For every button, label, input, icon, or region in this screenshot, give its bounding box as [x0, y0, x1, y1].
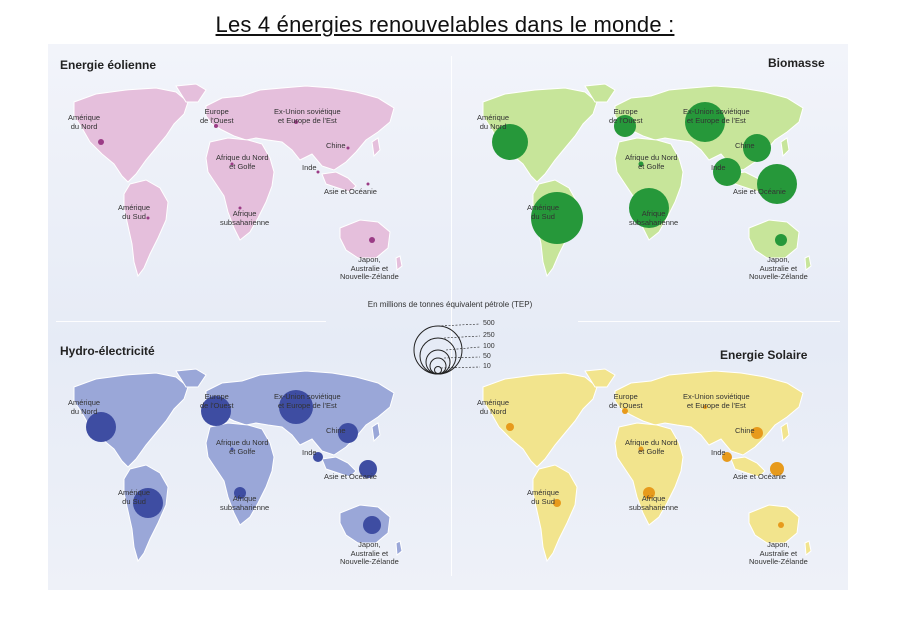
region-label-amn: Amérique du Nord — [477, 113, 510, 131]
map-title-eolienne: Energie éolienne — [60, 58, 157, 72]
bubble-chn — [347, 147, 350, 150]
continent-japan — [781, 138, 789, 156]
map-title-biomasse: Biomasse — [768, 56, 825, 70]
bubble-jap — [775, 234, 787, 246]
size-legend — [320, 300, 580, 390]
legend-value-100: 100 — [483, 343, 495, 350]
bubble-jap — [778, 522, 784, 528]
region-label-exu: Ex-Union soviétique et Europe de l'Est — [274, 392, 341, 410]
legend-circles — [320, 300, 580, 390]
region-label-ind: Inde — [711, 163, 726, 172]
map-eolienne — [56, 80, 446, 295]
continent-australia — [340, 220, 390, 258]
region-label-exu: Ex-Union soviétique et Europe de l'Est — [274, 107, 341, 125]
map-solaire — [465, 365, 855, 580]
bubble-jap — [363, 516, 381, 534]
bubble-amn — [506, 423, 514, 431]
region-label-chn: Chine — [326, 141, 346, 150]
region-label-eu: Europe de l'Ouest — [200, 107, 234, 125]
horizontal-divider-left — [56, 321, 326, 322]
region-label-eu: Europe de l'Ouest — [200, 392, 234, 410]
region-label-ams: Amérique du Sud — [527, 203, 560, 221]
region-label-ind: Inde — [711, 448, 726, 457]
region-label-ind: Inde — [302, 163, 317, 172]
region-label-exu: Ex-Union soviétique et Europe de l'Est — [683, 392, 750, 410]
main-title: Les 4 énergies renouvelables dans le monde : — [215, 12, 675, 37]
region-label-eu: Europe de l'Ouest — [609, 392, 643, 410]
region-label-afs: Afrique subsaharienne — [629, 494, 679, 512]
region-label-anm: Afrique du Nord et Golfe — [625, 153, 678, 171]
region-label-chn: Chine — [735, 141, 755, 150]
horizontal-divider-right — [578, 321, 840, 322]
region-label-amn: Amérique du Nord — [68, 113, 101, 131]
continent-japan — [372, 423, 380, 441]
region-label-chn: Chine — [735, 426, 755, 435]
bubble-amn — [86, 412, 116, 442]
bubble-jap — [369, 237, 375, 243]
legend-value-10: 10 — [483, 363, 491, 370]
legend-title: En millions de tonnes équivalent pétrole (TEP) — [367, 300, 533, 309]
bubble-aso — [757, 164, 797, 204]
map-title-hydro: Hydro-électricité — [60, 344, 155, 358]
map-biomasse — [465, 80, 855, 295]
continent-australia — [749, 505, 799, 543]
continent-north-america — [74, 88, 188, 182]
region-label-chn: Chine — [326, 426, 346, 435]
region-label-jap: Japon, Australie et Nouvelle-Zélande — [749, 255, 808, 281]
continent-australia — [749, 220, 799, 258]
region-label-ind: Inde — [302, 448, 317, 457]
region-label-amn: Amérique du Nord — [68, 398, 101, 416]
region-label-eu: Europe de l'Ouest — [609, 107, 643, 125]
region-label-aso: Asie et Océanie — [324, 472, 377, 481]
region-label-anm: Afrique du Nord et Golfe — [216, 153, 269, 171]
region-label-jap: Japon, Australie et Nouvelle-Zélande — [340, 255, 399, 281]
region-label-afs: Afrique subsaharienne — [220, 494, 270, 512]
bubble-amn — [98, 139, 104, 145]
legend-value-250: 250 — [483, 332, 495, 339]
region-label-aso: Asie et Océanie — [733, 187, 786, 196]
region-label-exu: Ex-Union soviétique et Europe de l'Est — [683, 107, 750, 125]
region-label-amn: Amérique du Nord — [477, 398, 510, 416]
region-label-afs: Afrique subsaharienne — [629, 209, 679, 227]
region-label-anm: Afrique du Nord et Golfe — [625, 438, 678, 456]
region-label-jap: Japon, Australie et Nouvelle-Zélande — [340, 540, 399, 566]
map-title-solaire: Energie Solaire — [720, 348, 808, 362]
region-label-anm: Afrique du Nord et Golfe — [216, 438, 269, 456]
map-hydro — [56, 365, 446, 580]
region-label-ams: Amérique du Sud — [118, 203, 151, 221]
region-label-jap: Japon, Australie et Nouvelle-Zélande — [749, 540, 808, 566]
bubble-aso — [367, 183, 370, 186]
region-label-aso: Asie et Océanie — [733, 472, 786, 481]
region-label-ams: Amérique du Sud — [118, 488, 151, 506]
continent-south-america — [533, 465, 577, 561]
region-label-aso: Asie et Océanie — [324, 187, 377, 196]
bubble-ind — [317, 171, 320, 174]
continent-japan — [781, 423, 789, 441]
region-label-ams: Amérique du Sud — [527, 488, 560, 506]
continent-japan — [372, 138, 380, 156]
legend-value-50: 50 — [483, 353, 491, 360]
region-label-afs: Afrique subsaharienne — [220, 209, 270, 227]
continent-south-america — [124, 180, 168, 276]
legend-value-500: 500 — [483, 320, 495, 327]
